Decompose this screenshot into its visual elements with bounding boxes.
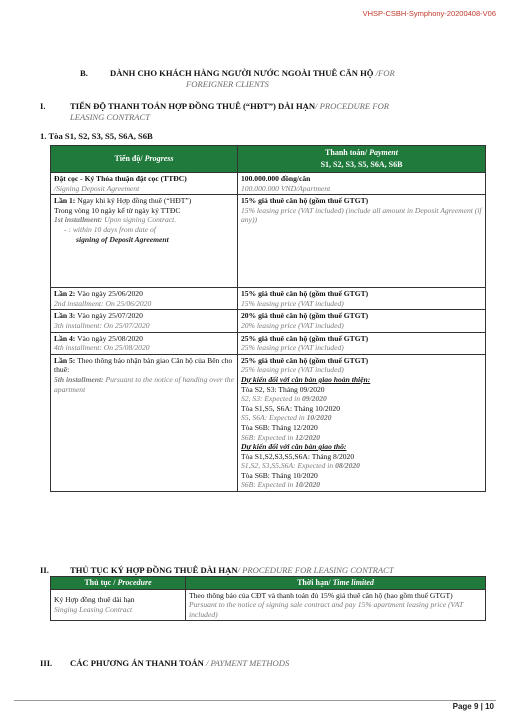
section-ii-heading: II. THỦ TỤC KÝ HỢP ĐỒNG THUÊ DÀI HẠN/ PROCEDURE FOR LEASING CONTRACT	[40, 565, 394, 575]
table-row-installment-4: Lần 4: Vào ngày 25/08/2020 4th installment: On 25/08/2020 25% giá thuê căn hộ (gồm thuế GTGT) 25% leasing price (VAT included)	[51, 332, 486, 354]
section-b-heading	[80, 68, 490, 90]
document-code: VHSP-CSBH-Symphony-20200408-V06	[362, 9, 496, 18]
header-payment: Thanh toán/ Payment S1, S2, S3, S5, S6A, S6B	[238, 146, 486, 173]
section-i-number: I.	[40, 101, 46, 111]
footer-divider	[14, 700, 496, 701]
complete-item: Tòa S2, S3: Tháng 09/2020	[241, 384, 325, 394]
section-iii-heading: III. CÁC PHƯƠNG ÁN THANH TOÁN / PAYMENT METHODS	[40, 658, 290, 668]
complete-handover-heading: Dự kiến đối với căn bàn giao hoàn thiện:	[241, 374, 371, 384]
header-buildings: S1, S2, S3, S5, S6A, S6B	[320, 160, 403, 169]
table-row-deposit	[51, 173, 486, 195]
raw-handover-heading: Dự kiến đối với căn bàn giao thô:	[241, 442, 347, 452]
page-number: Page 9 | 10	[452, 702, 494, 711]
section-b-number: B.	[80, 68, 88, 78]
table-row-installment-2: Lần 2: Vào ngày 25/06/2020 2nd installment: On 25/06/2020 15% giá thuê căn hộ (gồm thuế GTGT) 15% leasing price (VAT included)	[51, 288, 486, 310]
procedure-table	[50, 576, 486, 621]
section-b-title-en: /FOR	[373, 68, 395, 78]
header-time-limited: Thời hạn/ Time limited	[186, 577, 486, 590]
complete-item: Tòa S1,S5, S6A: Tháng 10/2020	[241, 403, 341, 413]
section-i-title-en-line2: LEASING CONTRACT	[70, 112, 150, 122]
section-ii-title: THỦ TỤC KÝ HỢP ĐỒNG THUÊ DÀI HẠN	[70, 565, 238, 575]
section-iii-title-en: / PAYMENT METHODS	[203, 658, 290, 668]
table-row-installment-3: Lần 3: Vào ngày 25/07/2020 3th installment: On 25/07/2020 20% giá thuê căn hộ (gồm thuế GTGT) 20% leasing price (VAT included)	[51, 310, 486, 332]
deposit-amount: 100.000.000 đồng/căn	[241, 174, 311, 183]
section-i-title-en: / PROCEDURE FOR	[315, 101, 390, 111]
header-procedure: Thủ tục / Procedure	[51, 577, 186, 590]
table-header-row	[51, 577, 486, 590]
raw-item: Tòa S1,S2,S3,S5,S6A: Tháng 8/2020	[241, 451, 355, 461]
section-i-heading	[40, 101, 495, 123]
complete-item: Tòa S6B: Tháng 12/2020	[241, 422, 318, 432]
section-ii-title-en: / PROCEDURE FOR LEASING CONTRACT	[237, 565, 394, 575]
table-header-row	[51, 146, 486, 173]
raw-item: Tòa S6B: Tháng 10/2020	[241, 470, 318, 480]
deposit-label: Đặt cọc - Ký Thỏa thuận đặt cọc (TTĐC)	[54, 174, 187, 183]
table-row: Ký Hợp đồng thuê dài hạn Singing Leasing Contract Theo thông báo của CĐT và thanh toán đủ 15% giá thuê căn hộ (bao gồm thuế GTGT) Pursuant to the notice of signing sale contract and pay 15% apartment leasing price (VAT included)	[51, 589, 486, 621]
section-iii-title: CÁC PHƯƠNG ÁN THANH TOÁN	[70, 658, 204, 668]
deposit-amount-en: 100.000.000 VND/Apartment	[241, 183, 331, 193]
header-progress: Tiến độ/ Progress	[51, 146, 238, 173]
subsection-1-heading: 1. Tòa S1, S2, S3, S5, S6A, S6B	[40, 131, 153, 141]
section-b-title: DÀNH CHO KHÁCH HÀNG NGƯỜI NƯỚC NGOÀI THUÊ CĂN HỘ	[110, 68, 374, 78]
table-row-installment-5: Lần 5: Theo thông báo nhận bàn giao Căn hộ của Bên cho thuê: 5th installment: Pursuant to the notice of handing over the apartment 25% giá thuê căn hộ (gồm thuế GTGT) 25% leasing price (VAT included) Dự kiến đối với căn bàn giao hoàn thiện: Tòa S2, S3: Tháng 09/2020 S2, S3: Expected in 09/2020 Tòa S1,S5, S6A: Tháng 10/2020 S5, S6A: Expected in 10/2020 Tòa S6B: Tháng 12/2020 S6B: Expected in 12/2020 Dự kiến đối với căn bàn giao thô: Tòa S1,S2,S3,S5,S6A: Tháng 8/2020 S1,S2, S3,S5,S6A: Expected in 08/2020 Tòa S6B: Tháng 10/2020 S6B: Expected in 10/2020	[51, 354, 486, 491]
section-i-title: TIẾN ĐỘ THANH TOÁN HỢP ĐỒNG THUÊ (“HĐT”) DÀI HẠN	[70, 101, 316, 111]
table-row-installment-1: Lần 1: Ngay khi ký Hợp đồng thuê (“HĐT”) Trong vòng 10 ngày kể từ ngày ký TTĐC 1st installment: Upon signing Contract. - : within 10 days from date of signing of Deposit Agreement 15% giá thuê căn hộ (gồm thuế GTGT) 15% leasing price (VAT included) (include all amount in Deposit Agreement (if any))	[51, 195, 486, 288]
deposit-label-en: /Signing Deposit Agreement	[54, 183, 140, 193]
section-b-title-en-line2: FOREIGNER CLIENTS	[186, 79, 269, 89]
payment-progress-table	[50, 145, 486, 492]
